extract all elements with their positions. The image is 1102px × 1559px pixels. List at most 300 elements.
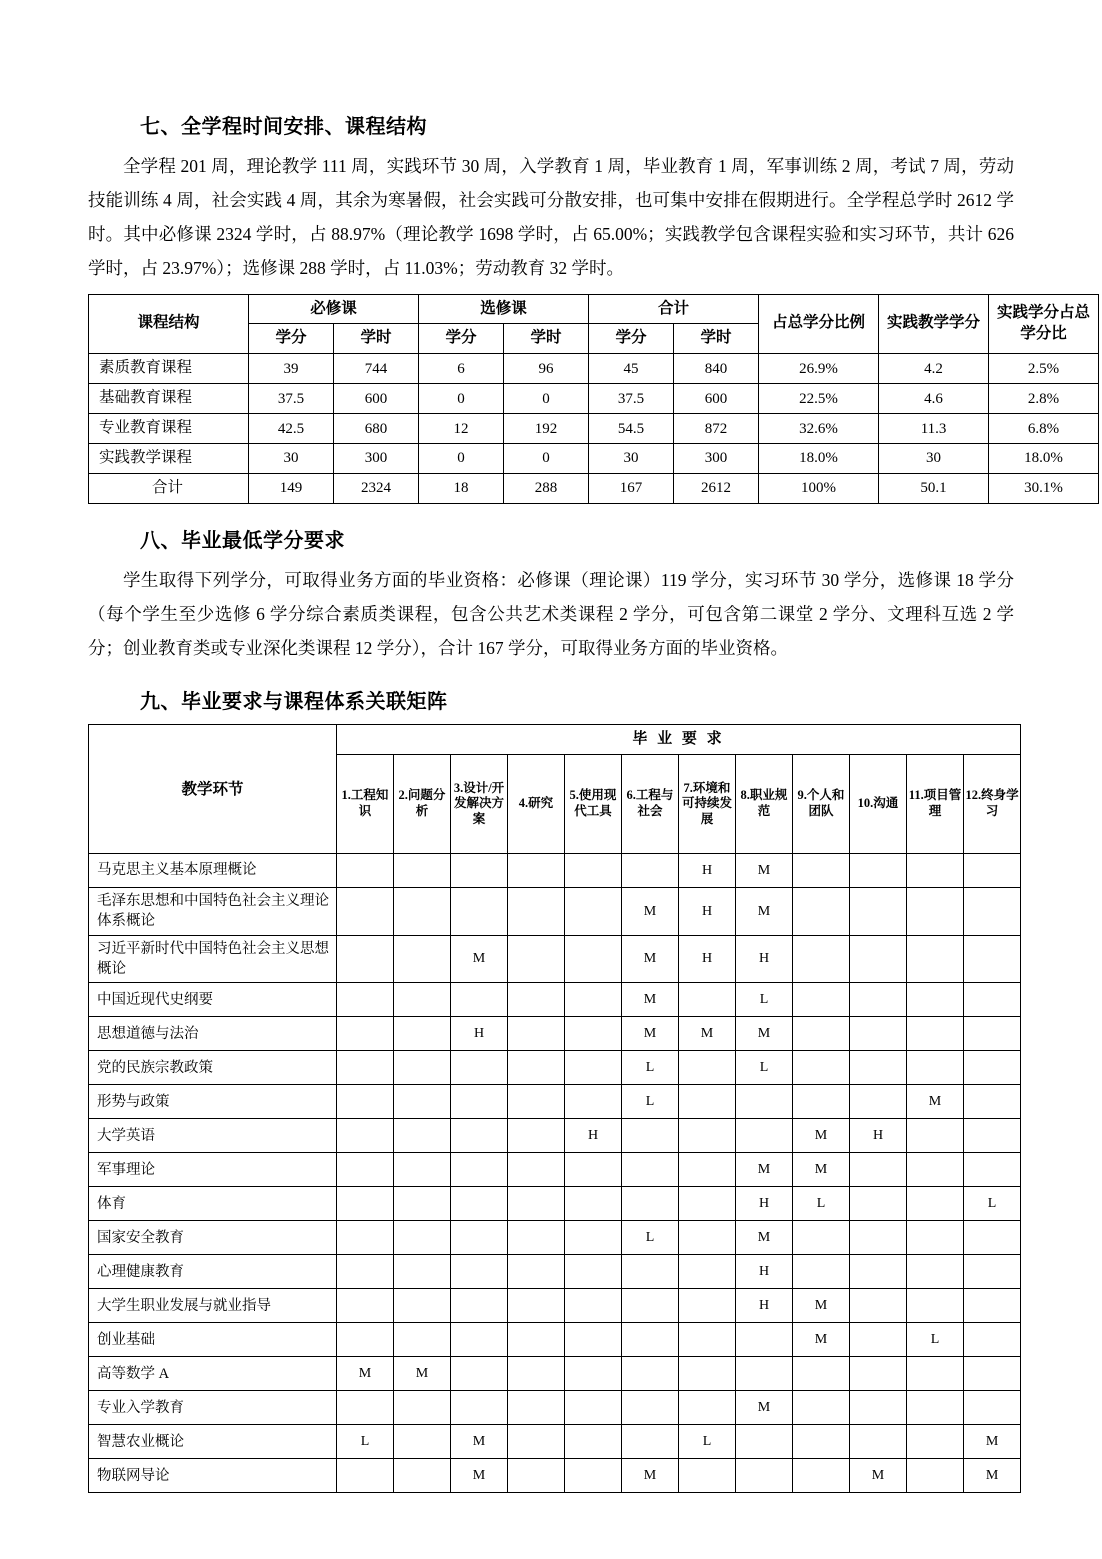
matrix-row-label: 专业入学教育 <box>89 1391 337 1425</box>
matrix-row-label: 大学生职业发展与就业指导 <box>89 1289 337 1323</box>
matrix-cell <box>850 1357 907 1391</box>
table-cell: 4.2 <box>879 354 989 384</box>
matrix-cell: M <box>736 888 793 936</box>
table-cell: 6 <box>419 354 504 384</box>
matrix-cell <box>565 1289 622 1323</box>
matrix-cell <box>565 1255 622 1289</box>
matrix-cell <box>850 854 907 888</box>
table-cell: 0 <box>504 444 589 474</box>
table-cell: 96 <box>504 354 589 384</box>
matrix-cell <box>337 888 394 936</box>
matrix-cell <box>907 1357 964 1391</box>
matrix-cell <box>964 1323 1021 1357</box>
matrix-cell <box>508 1119 565 1153</box>
matrix-column-header: 8.职业规范 <box>736 755 793 854</box>
matrix-cell <box>850 1391 907 1425</box>
matrix-row-label: 思想道德与法治 <box>89 1017 337 1051</box>
matrix-cell <box>622 1119 679 1153</box>
matrix-cell <box>565 1051 622 1085</box>
table-cell: 300 <box>334 444 419 474</box>
matrix-corner-label: 教学环节 <box>89 725 337 854</box>
matrix-row <box>89 1017 1021 1051</box>
matrix-cell <box>565 1425 622 1459</box>
matrix-cell <box>907 1425 964 1459</box>
matrix-cell <box>394 1051 451 1085</box>
matrix-cell: M <box>793 1323 850 1357</box>
table-cell: 50.1 <box>879 474 989 504</box>
table-cell: 6.8% <box>989 414 1099 444</box>
header-total: 合计 <box>589 294 759 324</box>
course-structure-body <box>89 354 1099 504</box>
matrix-cell <box>907 1153 964 1187</box>
matrix-cell: M <box>736 854 793 888</box>
matrix-cell <box>964 1255 1021 1289</box>
table-cell: 0 <box>419 444 504 474</box>
matrix-row-label: 马克思主义基本原理概论 <box>89 854 337 888</box>
matrix-cell <box>679 1051 736 1085</box>
matrix-cell <box>964 888 1021 936</box>
matrix-column-header: 1.工程知识 <box>337 755 394 854</box>
subheader-required-credits: 学分 <box>249 324 334 354</box>
matrix-cell: H <box>679 935 736 983</box>
matrix-cell: L <box>622 1221 679 1255</box>
matrix-cell <box>964 1289 1021 1323</box>
matrix-column-header: 5.使用现代工具 <box>565 755 622 854</box>
matrix-cell <box>679 1289 736 1323</box>
matrix-cell <box>565 1459 622 1493</box>
table-cell: 18 <box>419 474 504 504</box>
matrix-row <box>89 1153 1021 1187</box>
table-cell: 872 <box>674 414 759 444</box>
matrix-cell <box>508 888 565 936</box>
matrix-column-header: 9.个人和团队 <box>793 755 850 854</box>
matrix-row-label: 高等数学 A <box>89 1357 337 1391</box>
matrix-row-label: 毛泽东思想和中国特色社会主义理论体系概论 <box>89 888 337 936</box>
matrix-cell <box>451 1391 508 1425</box>
matrix-cell <box>394 1425 451 1459</box>
matrix-cell <box>394 1255 451 1289</box>
matrix-cell: M <box>622 888 679 936</box>
matrix-cell <box>907 1255 964 1289</box>
matrix-cell <box>850 983 907 1017</box>
matrix-cell <box>679 1153 736 1187</box>
matrix-cell <box>508 1017 565 1051</box>
matrix-cell <box>850 1153 907 1187</box>
table-row <box>89 384 1099 414</box>
matrix-column-header: 11.项目管理 <box>907 755 964 854</box>
graduation-requirement-matrix <box>88 724 1021 1493</box>
matrix-cell: M <box>736 1153 793 1187</box>
matrix-cell <box>850 1323 907 1357</box>
matrix-cell <box>337 1119 394 1153</box>
matrix-cell <box>964 935 1021 983</box>
matrix-cell <box>451 1187 508 1221</box>
matrix-cell: M <box>793 1119 850 1153</box>
header-credit-ratio: 占总学分比例 <box>759 294 879 354</box>
matrix-cell <box>451 888 508 936</box>
matrix-cell <box>736 1085 793 1119</box>
matrix-cell: H <box>736 1187 793 1221</box>
subheader-elective-credits: 学分 <box>419 324 504 354</box>
table-cell: 744 <box>334 354 419 384</box>
matrix-cell <box>394 935 451 983</box>
matrix-cell <box>451 1323 508 1357</box>
table-cell: 2.5% <box>989 354 1099 384</box>
matrix-cell <box>964 1085 1021 1119</box>
header-course-structure: 课程结构 <box>89 294 249 354</box>
subheader-total-hours: 学时 <box>674 324 759 354</box>
matrix-cell <box>793 1357 850 1391</box>
table-cell: 42.5 <box>249 414 334 444</box>
matrix-cell <box>679 1391 736 1425</box>
matrix-cell <box>508 1391 565 1425</box>
table-cell: 149 <box>249 474 334 504</box>
matrix-cell <box>850 1017 907 1051</box>
matrix-cell <box>793 1085 850 1119</box>
matrix-cell <box>565 1221 622 1255</box>
matrix-cell <box>337 1255 394 1289</box>
matrix-cell <box>622 854 679 888</box>
matrix-cell <box>964 1153 1021 1187</box>
table-cell: 30.1% <box>989 474 1099 504</box>
matrix-cell <box>565 983 622 1017</box>
matrix-cell: M <box>964 1425 1021 1459</box>
matrix-row <box>89 935 1021 983</box>
table-cell: 600 <box>334 384 419 414</box>
matrix-cell <box>394 1289 451 1323</box>
matrix-cell: H <box>736 1255 793 1289</box>
matrix-cell <box>622 1425 679 1459</box>
header-elective: 选修课 <box>419 294 589 324</box>
matrix-cell: M <box>622 1017 679 1051</box>
matrix-row-label: 党的民族宗教政策 <box>89 1051 337 1085</box>
table-cell: 30 <box>879 444 989 474</box>
matrix-cell <box>565 854 622 888</box>
matrix-cell <box>337 1459 394 1493</box>
matrix-row <box>89 888 1021 936</box>
matrix-row <box>89 1289 1021 1323</box>
table-row-label: 素质教育课程 <box>89 354 249 384</box>
matrix-cell: M <box>736 1391 793 1425</box>
matrix-row <box>89 1425 1021 1459</box>
matrix-cell: H <box>736 935 793 983</box>
matrix-cell <box>394 1391 451 1425</box>
matrix-cell <box>508 854 565 888</box>
matrix-row <box>89 1255 1021 1289</box>
matrix-cell: L <box>736 983 793 1017</box>
matrix-cell: M <box>451 1425 508 1459</box>
matrix-cell <box>337 983 394 1017</box>
matrix-cell <box>337 935 394 983</box>
matrix-cell: L <box>622 1051 679 1085</box>
matrix-row <box>89 1085 1021 1119</box>
matrix-row-label: 心理健康教育 <box>89 1255 337 1289</box>
table-cell: 0 <box>504 384 589 414</box>
matrix-cell <box>679 1255 736 1289</box>
matrix-cell <box>850 1425 907 1459</box>
matrix-cell <box>337 1153 394 1187</box>
matrix-column-header: 6.工程与社会 <box>622 755 679 854</box>
matrix-cell <box>565 935 622 983</box>
matrix-column-header: 12.终身学习 <box>964 755 1021 854</box>
matrix-cell <box>394 1323 451 1357</box>
matrix-cell <box>451 1221 508 1255</box>
table-cell: 2612 <box>674 474 759 504</box>
matrix-cell <box>565 1187 622 1221</box>
table-row-label: 基础教育课程 <box>89 384 249 414</box>
matrix-cell <box>451 1357 508 1391</box>
matrix-group-header-row <box>89 725 1021 755</box>
matrix-column-header: 10.沟通 <box>850 755 907 854</box>
matrix-cell <box>907 1289 964 1323</box>
matrix-cell <box>736 1357 793 1391</box>
matrix-cell: H <box>850 1119 907 1153</box>
matrix-cell <box>508 1085 565 1119</box>
matrix-cell: M <box>793 1289 850 1323</box>
matrix-cell <box>451 1051 508 1085</box>
table-cell: 4.6 <box>879 384 989 414</box>
matrix-row-label: 国家安全教育 <box>89 1221 337 1255</box>
table-cell: 37.5 <box>589 384 674 414</box>
matrix-cell <box>508 1153 565 1187</box>
matrix-cell <box>736 1323 793 1357</box>
table-cell: 32.6% <box>759 414 879 444</box>
matrix-cell <box>451 1289 508 1323</box>
matrix-cell <box>337 1085 394 1119</box>
subheader-required-hours: 学时 <box>334 324 419 354</box>
matrix-cell: H <box>679 854 736 888</box>
matrix-cell <box>907 935 964 983</box>
matrix-cell <box>337 1187 394 1221</box>
table-cell: 11.3 <box>879 414 989 444</box>
matrix-cell <box>565 1085 622 1119</box>
table-cell: 54.5 <box>589 414 674 444</box>
matrix-cell <box>337 1323 394 1357</box>
matrix-row-label: 智慧农业概论 <box>89 1425 337 1459</box>
matrix-cell <box>793 1459 850 1493</box>
header-practice-credits: 实践教学学分 <box>879 294 989 354</box>
course-structure-table <box>88 294 1099 504</box>
matrix-row-label: 大学英语 <box>89 1119 337 1153</box>
matrix-cell <box>337 1221 394 1255</box>
matrix-cell <box>565 1357 622 1391</box>
matrix-row <box>89 854 1021 888</box>
matrix-cell <box>451 1085 508 1119</box>
matrix-cell <box>622 1391 679 1425</box>
table-cell: 300 <box>674 444 759 474</box>
matrix-cell <box>907 983 964 1017</box>
table-cell: 600 <box>674 384 759 414</box>
matrix-row-label: 体育 <box>89 1187 337 1221</box>
matrix-cell <box>508 1221 565 1255</box>
matrix-cell: L <box>736 1051 793 1085</box>
matrix-cell <box>736 1119 793 1153</box>
matrix-cell <box>907 1119 964 1153</box>
matrix-cell <box>850 1289 907 1323</box>
matrix-cell <box>907 1221 964 1255</box>
matrix-cell <box>907 1017 964 1051</box>
matrix-cell <box>508 983 565 1017</box>
matrix-cell <box>679 1221 736 1255</box>
matrix-cell: M <box>622 1459 679 1493</box>
table-cell: 12 <box>419 414 504 444</box>
section-7-paragraph: 全学程 201 周，理论教学 111 周，实践环节 30 周，入学教育 1 周，毕业教育 1 周，军事训练 2 周，考试 7 周，劳动技能训练 4 周，社会实践 4 周，其余为寒暑假，社会实践可分散安排，也可集中安排在假期进行。全学程总学时 2612 学时。其中必修课 2324 学时，占 88.97%（理论教学 1698 学时，占 65.00%；实践教学包含课程实验和实习环节，共计 626 学时，占 23.97%）；选修课 288 学时，占 11.03%；劳动教育 32 学时。 <box>88 156 1014 279</box>
matrix-cell <box>907 1391 964 1425</box>
matrix-cell <box>793 935 850 983</box>
matrix-row <box>89 1221 1021 1255</box>
matrix-cell <box>964 1391 1021 1425</box>
matrix-row-label: 创业基础 <box>89 1323 337 1357</box>
matrix-cell: M <box>622 983 679 1017</box>
table-cell: 30 <box>589 444 674 474</box>
matrix-cell <box>394 1187 451 1221</box>
matrix-cell: L <box>622 1085 679 1119</box>
table-row <box>89 474 1099 504</box>
matrix-cell <box>451 854 508 888</box>
matrix-row <box>89 1357 1021 1391</box>
matrix-cell <box>793 854 850 888</box>
section-title-7: 七、全学程时间安排、课程结构 <box>140 114 427 138</box>
matrix-cell <box>508 1051 565 1085</box>
matrix-cell <box>508 1289 565 1323</box>
matrix-cell <box>679 1085 736 1119</box>
matrix-row-label: 物联网导论 <box>89 1459 337 1493</box>
matrix-cell: L <box>337 1425 394 1459</box>
matrix-cell <box>451 983 508 1017</box>
matrix-cell: L <box>964 1187 1021 1221</box>
matrix-column-header: 2.问题分析 <box>394 755 451 854</box>
matrix-cell: M <box>451 1459 508 1493</box>
table-cell: 18.0% <box>759 444 879 474</box>
table-row-label: 实践教学课程 <box>89 444 249 474</box>
section-title-8: 八、毕业最低学分要求 <box>140 527 345 552</box>
matrix-group-label: 毕 业 要 求 <box>337 725 1021 755</box>
matrix-cell: H <box>679 888 736 936</box>
matrix-cell <box>850 888 907 936</box>
table-cell: 26.9% <box>759 354 879 384</box>
table-row <box>89 354 1099 384</box>
table-cell: 39 <box>249 354 334 384</box>
matrix-cell <box>850 1051 907 1085</box>
matrix-cell <box>736 1459 793 1493</box>
table-cell: 288 <box>504 474 589 504</box>
matrix-row-label: 中国近现代史纲要 <box>89 983 337 1017</box>
matrix-cell: L <box>907 1323 964 1357</box>
table-cell: 840 <box>674 354 759 384</box>
matrix-row <box>89 983 1021 1017</box>
matrix-cell <box>964 1221 1021 1255</box>
matrix-row <box>89 1459 1021 1493</box>
matrix-body <box>89 854 1021 1493</box>
matrix-cell <box>622 1289 679 1323</box>
matrix-cell <box>793 1391 850 1425</box>
section-8-paragraph: 学生取得下列学分，可取得业务方面的毕业资格：必修课（理论课）119 学分，实习环节 30 学分，选修课 18 学分（每个学生至少选修 6 学分综合素质类课程，包含公共艺术类课程 2 学分，可包含第二课堂 2 学分、文理科互选 2 学分；创业教育类或专业深化类课程 12 学分），合计 167 学分，可取得业务方面的毕业资格。 <box>88 569 1014 659</box>
table-cell: 2.8% <box>989 384 1099 414</box>
matrix-cell <box>679 1323 736 1357</box>
matrix-cell <box>850 1221 907 1255</box>
matrix-cell: M <box>736 1221 793 1255</box>
matrix-cell <box>793 1255 850 1289</box>
matrix-cell <box>394 1017 451 1051</box>
matrix-cell: M <box>793 1153 850 1187</box>
matrix-cell <box>337 854 394 888</box>
matrix-cell <box>907 1459 964 1493</box>
matrix-cell: M <box>736 1017 793 1051</box>
matrix-cell <box>679 1459 736 1493</box>
matrix-cell <box>907 888 964 936</box>
table-cell: 192 <box>504 414 589 444</box>
header-required: 必修课 <box>249 294 419 324</box>
matrix-cell <box>622 1153 679 1187</box>
matrix-cell <box>850 1085 907 1119</box>
matrix-cell <box>565 888 622 936</box>
header-practice-ratio: 实践学分占总学分比 <box>989 294 1099 354</box>
matrix-cell <box>508 935 565 983</box>
matrix-cell: H <box>451 1017 508 1051</box>
matrix-cell: L <box>793 1187 850 1221</box>
matrix-row <box>89 1391 1021 1425</box>
matrix-column-header: 4.研究 <box>508 755 565 854</box>
matrix-cell <box>394 1085 451 1119</box>
matrix-cell <box>793 1425 850 1459</box>
matrix-column-header: 7.环境和可持续发展 <box>679 755 736 854</box>
matrix-cell <box>793 983 850 1017</box>
matrix-cell <box>793 1221 850 1255</box>
matrix-cell <box>394 1119 451 1153</box>
subheader-total-credits: 学分 <box>589 324 674 354</box>
matrix-cell <box>850 1187 907 1221</box>
matrix-cell <box>964 983 1021 1017</box>
matrix-cell <box>337 1289 394 1323</box>
matrix-cell <box>850 1255 907 1289</box>
matrix-row-label: 形势与政策 <box>89 1085 337 1119</box>
matrix-cell: M <box>451 935 508 983</box>
table-cell: 30 <box>249 444 334 474</box>
matrix-row <box>89 1119 1021 1153</box>
matrix-cell <box>337 1017 394 1051</box>
matrix-row <box>89 1323 1021 1357</box>
table-row <box>89 444 1099 474</box>
table-cell: 22.5% <box>759 384 879 414</box>
matrix-cell <box>964 854 1021 888</box>
matrix-row-label: 习近平新时代中国特色社会主义思想概论 <box>89 935 337 983</box>
matrix-cell <box>622 1255 679 1289</box>
matrix-cell <box>394 983 451 1017</box>
matrix-cell <box>565 1017 622 1051</box>
matrix-cell <box>622 1323 679 1357</box>
table-cell: 45 <box>589 354 674 384</box>
table-cell: 18.0% <box>989 444 1099 474</box>
matrix-cell <box>508 1255 565 1289</box>
matrix-cell <box>508 1357 565 1391</box>
matrix-cell <box>451 1153 508 1187</box>
matrix-cell <box>736 1425 793 1459</box>
matrix-cell <box>964 1357 1021 1391</box>
matrix-cell: H <box>736 1289 793 1323</box>
matrix-cell <box>565 1153 622 1187</box>
matrix-cell: M <box>622 935 679 983</box>
subheader-elective-hours: 学时 <box>504 324 589 354</box>
matrix-cell <box>508 1187 565 1221</box>
matrix-cell <box>850 935 907 983</box>
matrix-cell <box>793 1017 850 1051</box>
matrix-cell <box>679 983 736 1017</box>
table-row <box>89 414 1099 444</box>
matrix-row <box>89 1187 1021 1221</box>
matrix-cell <box>679 1187 736 1221</box>
matrix-cell: M <box>850 1459 907 1493</box>
table-row-label: 合计 <box>89 474 249 504</box>
